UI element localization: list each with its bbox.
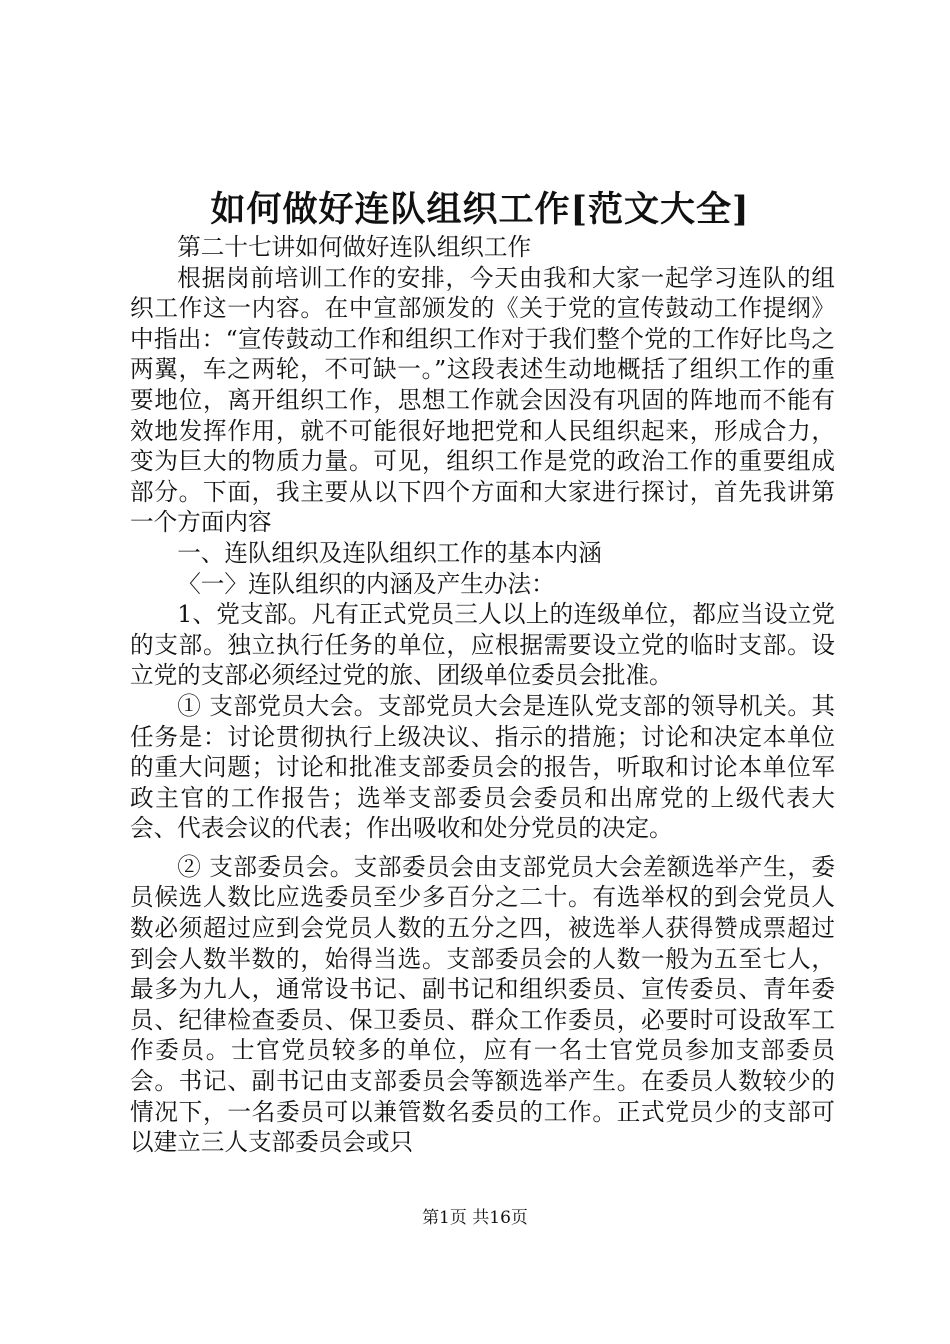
paragraph-intro: 根据岗前培训工作的安排，今天由我和大家一起学习连队的组织工作这一内容。在中宣部颁发的《关于党的宣传鼓动工作提纲》中指出：“宣传鼓动工作和组织工作对于我们整个党的工作好比鸟之两翼，车之两轮，不可缺一。”这段表述生动地概括了组织工作的重要地位，离开组织工作，思想工作就会因没有巩固的阵地而不能有效地发挥作用，就不可能很好地把党和人民组织起来，形成合力，变为巨大的物质力量。可见，组织工作是党的政治工作的重要组成部分。下面，我主要从以下四个方面和大家进行探讨，首先我讲第一个方面内容	[130, 263, 835, 537]
paragraph-branch-committee: ② 支部委员会。支部委员会由支部党员大会差额选举产生，委员候选人数比应选委员至少多百分之二十。有选举权的到会党员人数必须超过应到会党员人数的五分之四，被选举人获得赞成票超过到会人数半数的，始得当选。支部委员会的人数一般为五至七人，最多为九人，通常设书记、副书记和组织委员、宣传委员、青年委员、纪律检查委员、保卫委员、群众工作委员，必要时可设敌军工作委员。士官党员较多的单位，应有一名士官党员参加支部委员会。书记、副书记由支部委员会等额选举产生。在委员人数较少的情况下，一名委员可以兼管数名委员的工作。正式党员少的支部可以建立三人支部委员会或只	[130, 852, 835, 1157]
section-heading-1: 一、连队组织及连队组织工作的基本内涵	[177, 538, 602, 567]
document-title: 如何做好连队组织工作[范文大全]	[210, 189, 750, 230]
page-number: 第1页 共16页	[422, 1208, 528, 1228]
paragraph-party-branch: 1、党支部。凡有正式党员三人以上的连级单位，都应当设立党的支部。独立执行任务的单位，应根据需要设立党的临时支部。设立党的支部必须经过党的旅、团级单位委员会批准。	[130, 600, 835, 690]
paragraph-branch-assembly: ① 支部党员大会。支部党员大会是连队党支部的领导机关。其任务是：讨论贯彻执行上级决议、指示的措施；讨论和决定本单位的重大问题；讨论和批准支部委员会的报告，听取和讨论本单位军政主官的工作报告；选举支部委员会委员和出席党的上级代表大会、代表会议的代表；作出吸收和处分党员的决定。	[130, 691, 835, 843]
document-body	[130, 232, 835, 1158]
paragraph-lecture-title: 第二十七讲如何做好连队组织工作	[177, 233, 532, 261]
subsection-heading-1: 〈一〉连队组织的内涵及产生办法：	[177, 569, 555, 598]
